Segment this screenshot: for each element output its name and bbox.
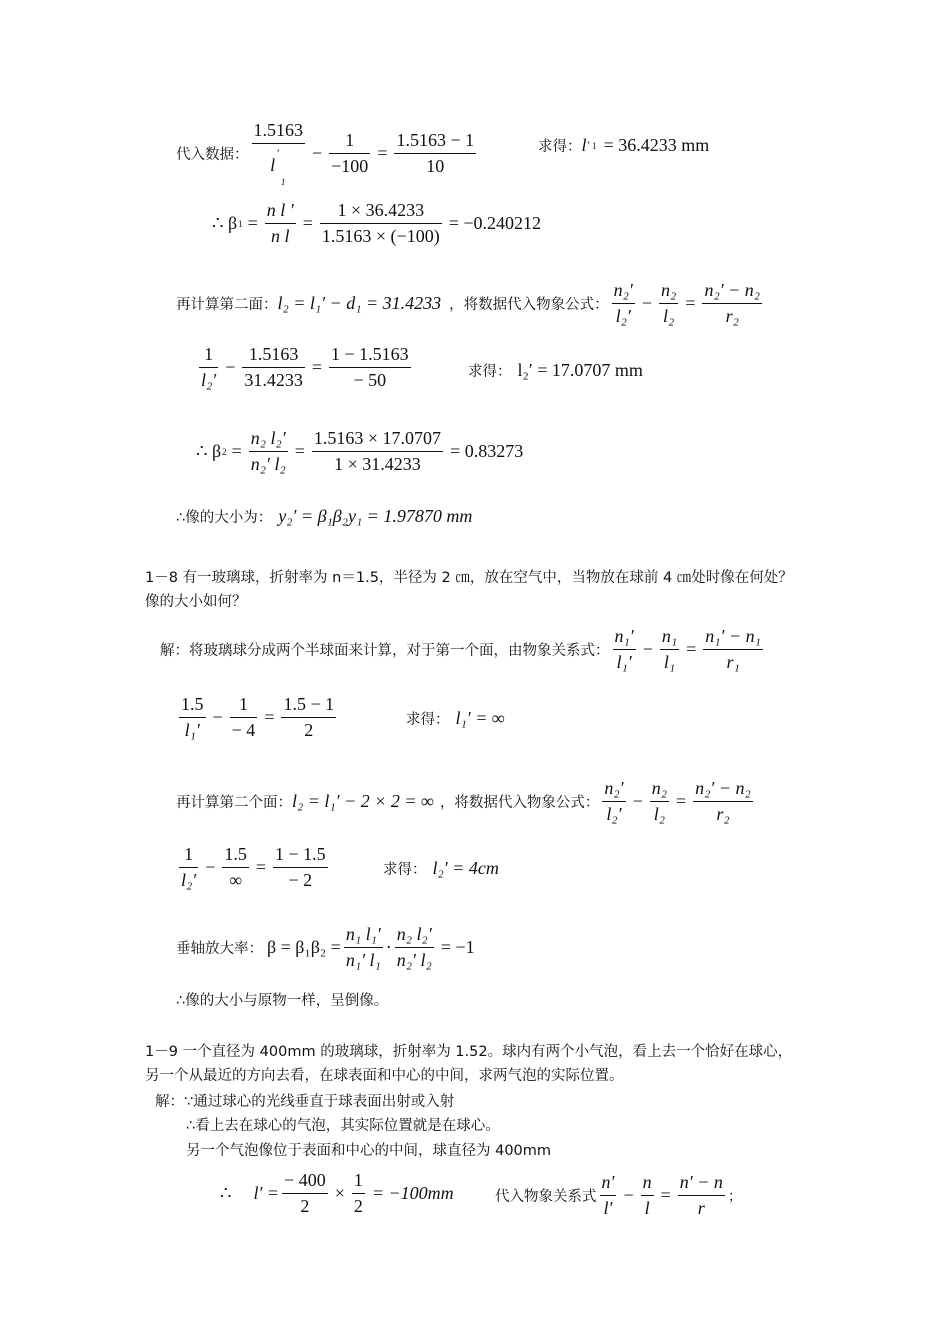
p18-result1: 求得： l₁′ = ∞ xyxy=(406,708,505,728)
p19-equation: ∴ l′ = $\frac{- 400}{2}$ × $\frac{1}{2}$ = −100mm xyxy=(220,1170,454,1216)
p19-formula: 代入物象关系式 $\frac{n'}{l'}$ − $\frac{n}{l}$ = $\frac{n' - n}{r}$ ； xyxy=(495,1172,743,1218)
substitution-line-2: $\frac{1}{\text{l₂′}}$ − $\frac{1.5163}{31.4233}$ = $\frac{1 - 1.5163}{- 50}$ xyxy=(201,344,409,390)
beta1-fraction-symbolic: $\frac{\text{n l ′}}{\text{n l}}$ xyxy=(266,200,294,246)
p19-line3: 另一个气泡像位于表面和中心的中间，球直径为 400mm xyxy=(186,1143,552,1159)
second-surface-line: 再计算第二面： l₂ = l₁′ − d₁ = 31.4233 ，将数据代入物象公式： $\frac{\text{n₂′}}{\text{l₂′}}$ − $\frac{\text{n₂}}{\text{l₂}}$ = $\frac{\text{n₂′ − n₂}}{\text{r₂}}$ xyxy=(176,280,761,326)
result-l1-prime: 求得： l ′ 1 = 36.4233 mm xyxy=(538,135,710,155)
image-size-line: ∴像的大小为： y₂′ = β₁β₂y₁ = 1.97870 mm xyxy=(176,506,473,526)
substitution-label: 代入数据： xyxy=(176,147,249,163)
p18-eq2: $\frac{1}{\text{l₂′}}$ − $\frac{1.5}{\infty}$ = $\frac{1 - 1.5}{- 2}$ xyxy=(181,844,326,890)
p18-result2: 求得： l₂′ = 4cm xyxy=(383,858,499,878)
p18-magnification: 垂轴放大率： β = β₁β₂ = $\frac{\text{n₁ l₁′}}{\text{n₁′ l₁}}$ · $\frac{\text{n₂ l₂′}}{\text{n₂′ l₂}}$ = −1 xyxy=(176,924,475,970)
p18-eq1: $\frac{1.5}{\text{l₁′}}$ − $\frac{1}{- 4}$ = $\frac{1.5 - 1}{2}$ xyxy=(181,694,335,740)
fraction-n-over-l1: $\frac{1.5163}{l'_1}$ xyxy=(253,120,303,187)
p19-line2: ∴看上去在球心的气泡，其实际位置就是在球心。 xyxy=(186,1118,500,1134)
p19-line1: 解：∵通过球心的光线垂直于球表面出射或入射 xyxy=(155,1094,455,1110)
fraction-right-side: $\frac{1.5163 - 1}{10}$ xyxy=(396,130,475,176)
problem-1-9-text: 1－9 一个直径为 400mm 的玻璃球，折射率为 1.52。球内有两个小气泡，看上去一个恰好在球心，另一个从最近的方向去看，在球表面和中心的中间，求两气泡的实际位置。 xyxy=(145,1044,793,1084)
problem-1-8-text: 1－8 有一玻璃球，折射率为 n＝1.5，半径为 2 ㎝，放在空气中，当物放在球前 4 ㎝处时像在何处？像的大小如何？ xyxy=(145,570,793,610)
fraction-1-over-minus100: $\frac{1}{-100}$ xyxy=(331,130,369,176)
beta2-equation: ∴ β 2 = $\frac{\text{n₂ l₂′}}{\text{n₂′ l₂}}$ = $\frac{1.5163 \times 17.0707}{1 \times 31.4233}$ = 0.83273 xyxy=(196,428,524,474)
p18-second-surface: 再计算第二个面： l₂ = l₁′ − 2 × 2 = ∞ ，将数据代入物象公式： $\frac{\text{n₂′}}{\text{l₂′}}$ − $\frac{\text{n₂}}{\text{l₂}}$ = $\frac{\text{n₂′ − n₂}}{\text{r₂}}$ xyxy=(176,778,751,824)
result-l2-prime: 求得： l₂′ = 17.0707 mm xyxy=(468,360,643,380)
p18-solution-line: 解：将玻璃球分成两个半球面来计算，对于第一个面，由物象关系式： $\frac{\text{n₁′}}{\text{l₁′}}$ − $\frac{\text{n₁}}{\text{l₁}}$ = $\frac{\text{n₁′ − n₁}}{\text{r₁}}$ xyxy=(160,626,761,672)
beta1-equation: ∴ β 1 = $\frac{\text{n l ′}}{\text{n l}}$ = $\frac{1 \times 36.4233}{1.5163 \times (-100)}$ = −0.240212 xyxy=(212,200,541,246)
beta1-fraction-numeric: $\frac{1 \times 36.4233}{1.5163 \times (-100)}$ xyxy=(321,200,440,246)
substitution-line-1: 代入数据： $\frac{1.5163}{l'_1}$ − $\frac{1}{-100}$ = $\frac{1.5163 - 1}{10}$ xyxy=(176,120,475,187)
p18-conclusion: ∴像的大小与原物一样，呈倒像。 xyxy=(176,993,389,1009)
